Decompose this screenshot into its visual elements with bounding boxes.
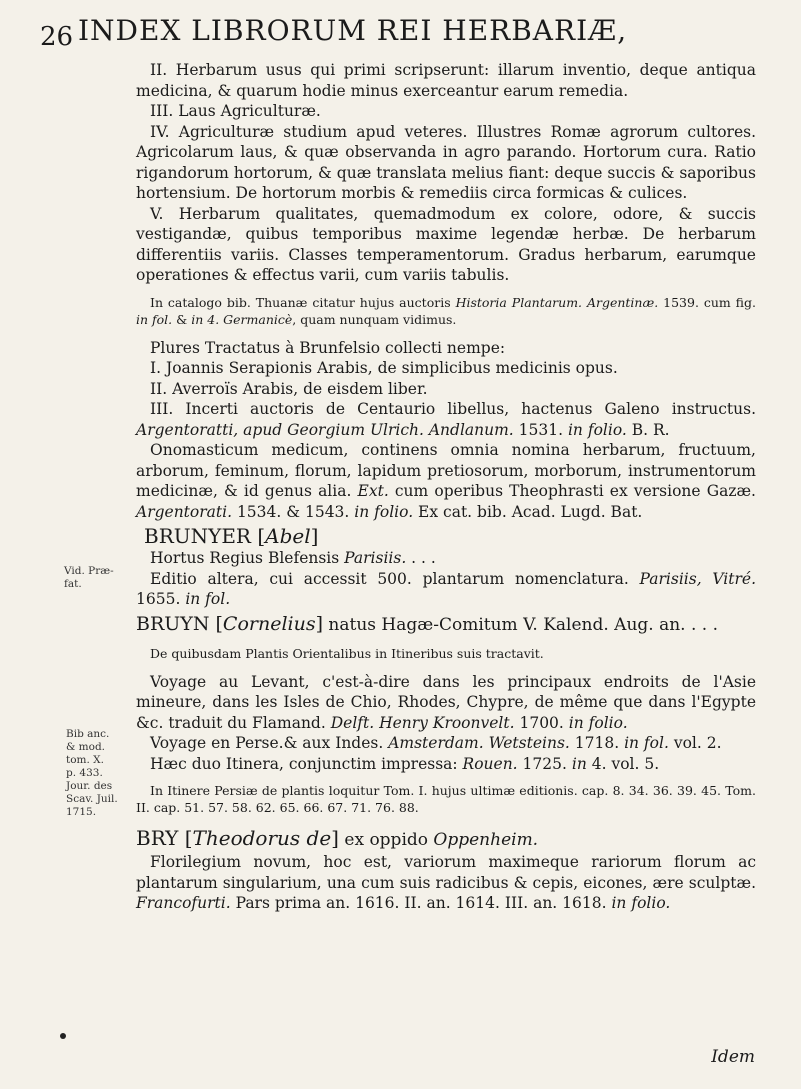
paragraph-iv: IV. Agriculturæ studium apud veteres. Illustres Romæ agrorum cultores. Agricolarum laus, & quæ observanda in agro parando. Hortorum cura. Ratio rigandorum hortorum, & quæ translata melius fiant: deque succis & saporibus hortensium. De hortorum morbis & remediis circa formicas & culices. (136, 122, 756, 202)
note-itinere-persiae: In Itinere Persiæ de plantis loquitur Tom. I. hujus ultimæ editionis. cap. 8. 34. 36. 39. 45. Tom. II. cap. 51. 57. 58. 62. 65. 66. 67. 71. 76. 88. (136, 783, 756, 815)
paragraph-hortus-regius: Hortus Regius Blefensis Parisiis. . . . (150, 549, 436, 567)
paragraph-onomasticum: Onomasticum medicum, continens omnia nomina herbarum, fructuum, arborum, feminum, florum, lapidum pretiosorum, morborum, instrumentorum medicinæ, & id genus alia. Ext. cum operibus Theophrasti ex versione Gazæ. Argentorati. 1534. & 1543. in folio. Ex cat. bib. Acad. Lugd. Bat. (136, 441, 756, 521)
paragraph-haec-duo: Hæc duo Itinera, conjunctim impressa: Rouen. 1725. in 4. vol. 5. (150, 754, 660, 773)
paragraph-voyage-levant: Voyage au Levant, c'est-à-dire dans les principaux endroits de l'Asie mineure, dans les Isles de Chio, Rhodes, Chypre, de même que dans l'Egypte &c. traduit du Flamand. Delft. Henry Kroonvelt. 1700. in folio. (136, 672, 756, 732)
ink-spot (60, 1033, 66, 1039)
paragraph-ii: II. Herbarum usus qui primi scripserunt: illarum inventio, deque antiqua medicina, & quarum hodie minus exerceantur earum remedia. (136, 61, 756, 100)
paragraph-voyage-perse: Voyage en Perse.& aux Indes. Amsterdam. Wetsteins. 1718. in fol. vol. 2. (150, 734, 722, 752)
page-body (136, 60, 756, 914)
entry-heading-bruyn: BRUYN [Cornelius] natus Hagæ-Comitum V. Kalend. Aug. an. . . . (136, 612, 718, 635)
paragraph-florilegium: Florilegium novum, hoc est, variorum maximeque rariorum florum ac plantarum singularium, una cum suis radicibus & cepis, eicones, ære sculptæ. Francofurti. Pars prima an. 1616. II. an. 1614. III. an. 1618. in folio. (136, 853, 756, 912)
note-thuana: In catalogo bib. Thuanæ citatur hujus auctoris Historia Plantarum. Argentinæ. 1539. cum fig. in fol. & in 4. Germanicè, quam nunquam vidimus. (136, 294, 756, 327)
page-number: 26 (40, 22, 74, 52)
paragraph-plures: Plures Tractatus à Brunfelsio collecti nempe: (150, 338, 506, 357)
paragraph-centaurio: III. Incerti auctoris de Centaurio libellus, hactenus Galeno instructus. Argentoratti, apud Georgium Ulrich. Andlanum. 1531. in folio. B. R. (136, 400, 756, 439)
note-orientalibus: De quibusdam Plantis Orientalibus in Itineribus suis tractavit. (150, 645, 544, 661)
paragraph-editio-altera: Editio altera, cui accessit 500. plantarum nomenclatura. Parisiis, Vitré. 1655. in fol. (136, 569, 756, 608)
entry-heading-brunyer: BRUNYER [Abel] (144, 524, 319, 548)
paragraph-serapion: I. Joannis Serapionis Arabis, de simplicibus medicinis opus. (150, 359, 618, 377)
running-title: INDEX LIBRORUM REI HERBARIÆ, (78, 14, 628, 47)
paragraph-averrois: II. Averroïs Arabis, de eisdem liber. (150, 379, 428, 398)
margin-note-bib-anc: Bib anc. & mod. tom. X. p. 433. Jour. des Scav. Juil. 1715. (66, 728, 118, 818)
page-header (40, 14, 760, 54)
margin-note-vid-praefat: Vid. Præ- fat. (64, 565, 114, 590)
entry-heading-bry: BRY [Theodorus de] ex oppido Oppenheim. (136, 826, 539, 850)
catchword: Idem (711, 1047, 755, 1067)
paragraph-iii: III. Laus Agriculturæ. (150, 102, 321, 120)
paragraph-v: V. Herbarum qualitates, quemadmodum ex colore, odore, & succis vestigandæ, quibus temporibus maxime legendæ herbæ. De herbarum differentiis variis. Classes temperamentorum. Gradus herbarum, earumque operationes & effectus varii, cum variis tabulis. (136, 204, 756, 284)
